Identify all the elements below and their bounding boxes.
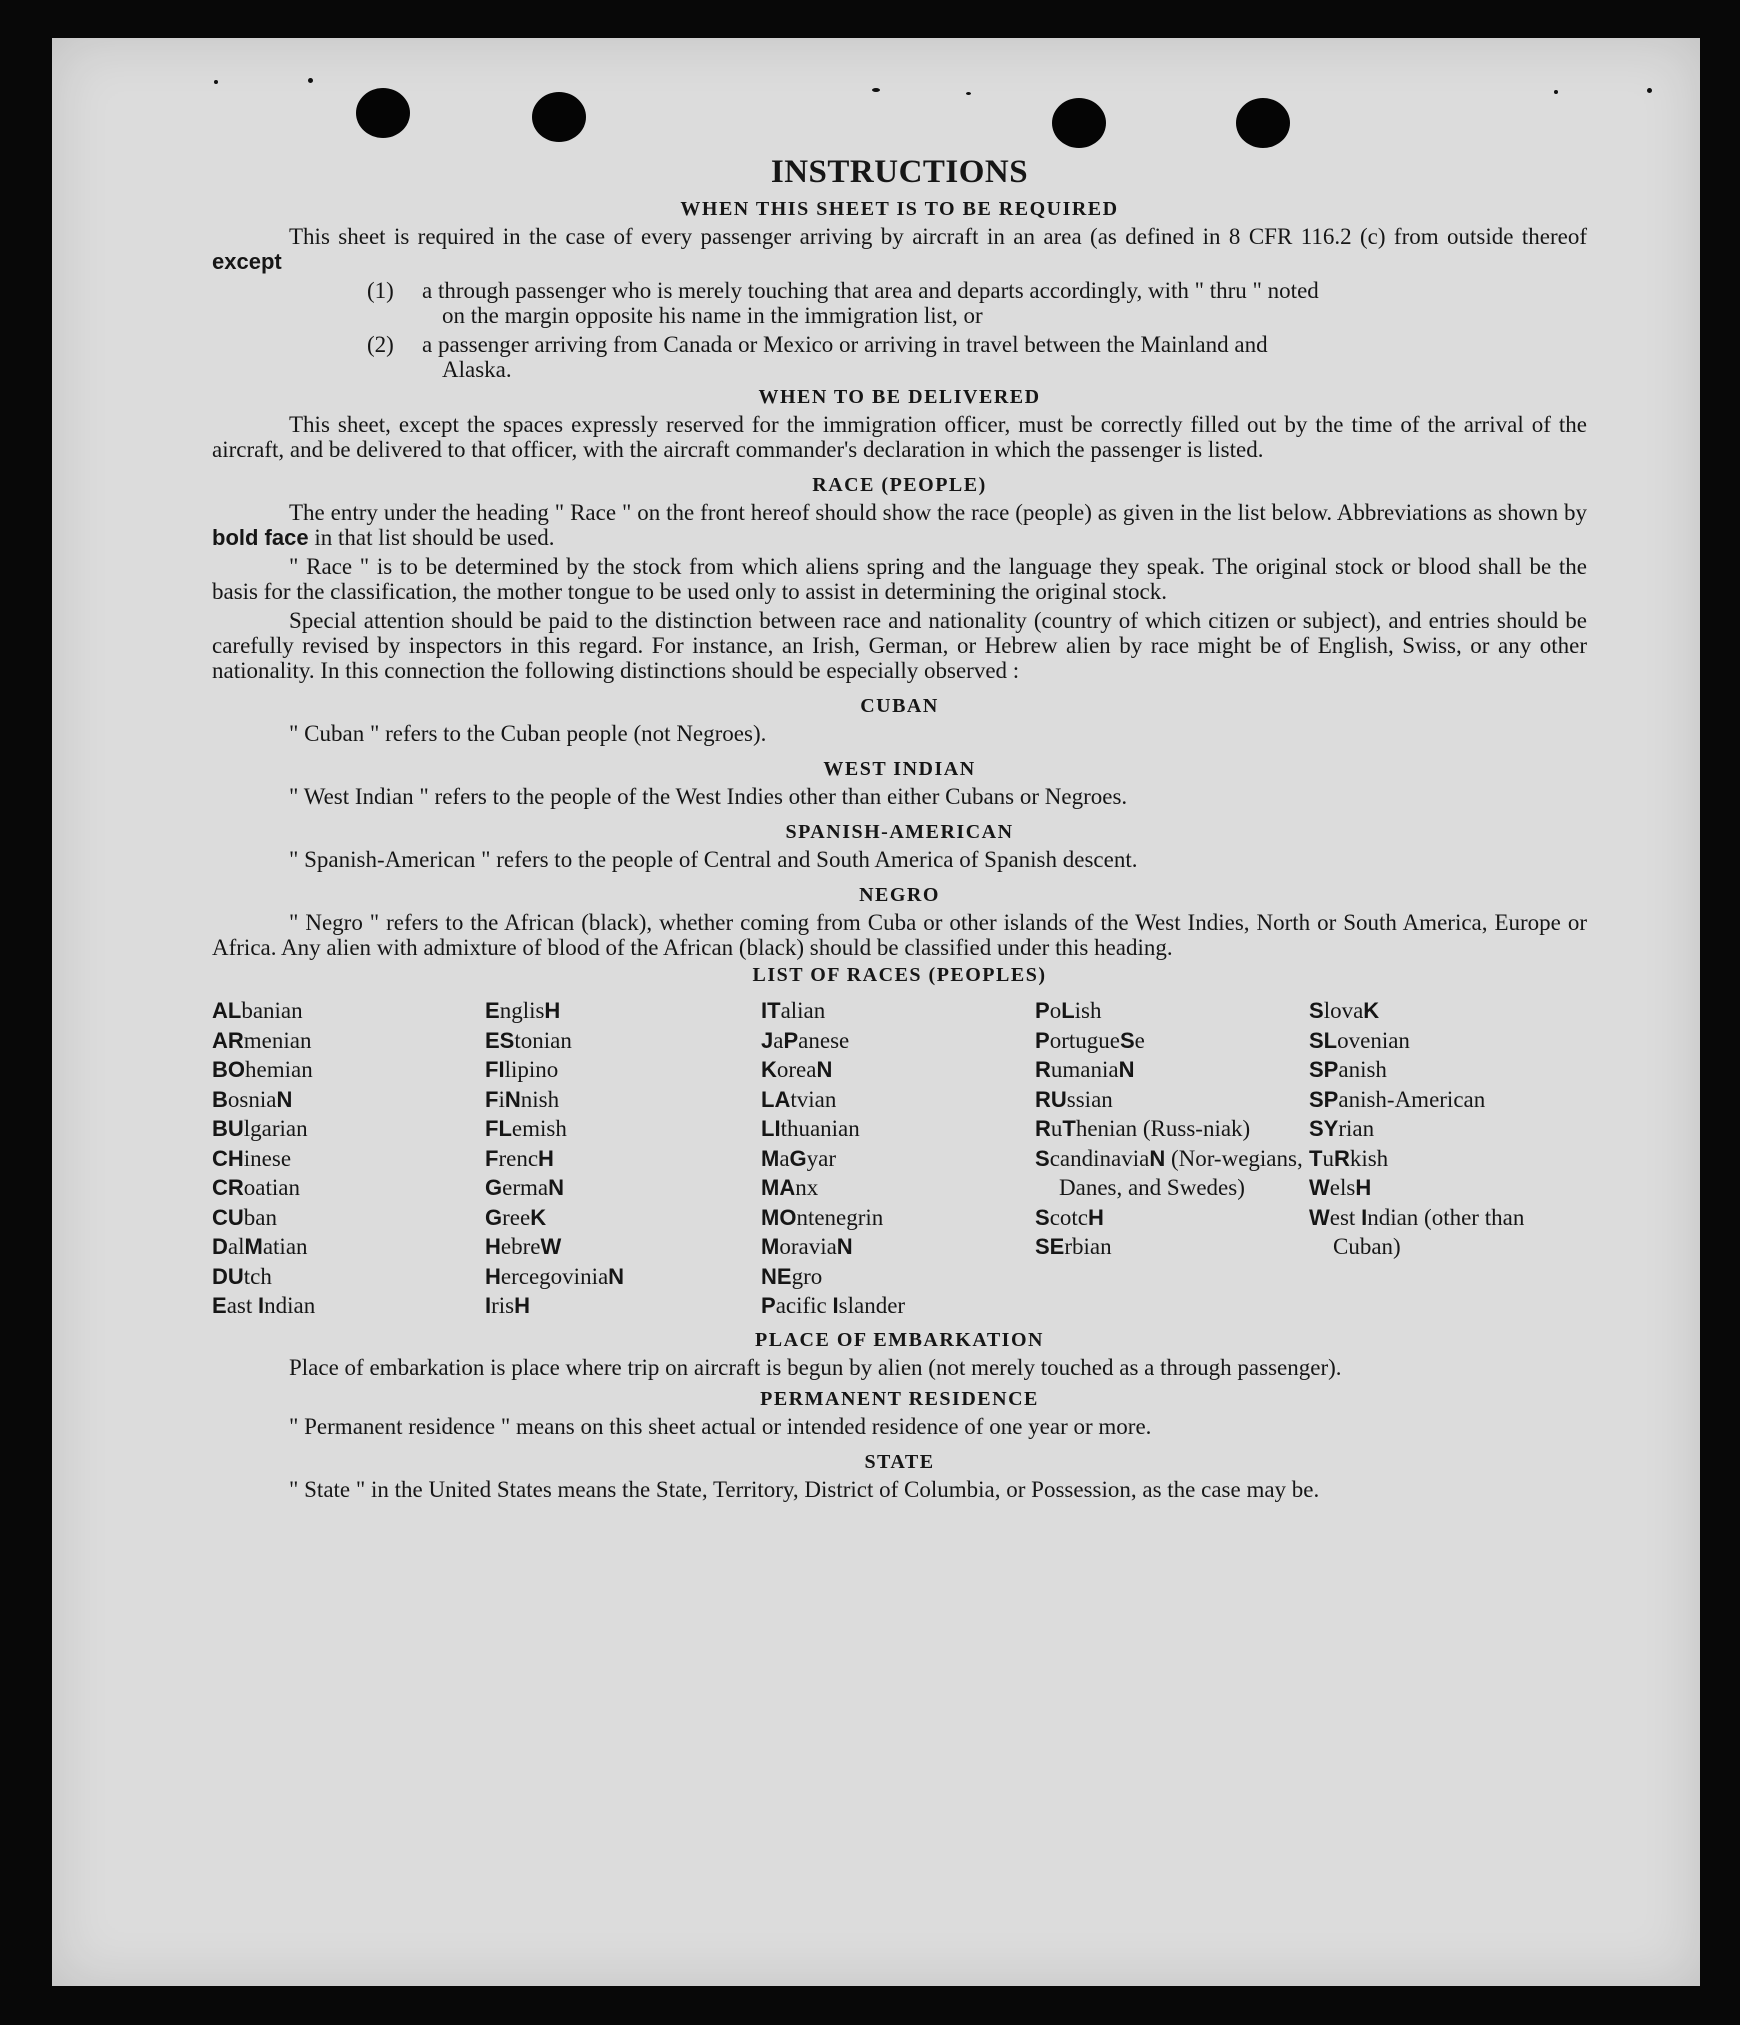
race-abbrev-bold: R: [1333, 1145, 1350, 1171]
punch-hole: [356, 88, 410, 138]
race-entry: [761, 1232, 1035, 1262]
race-abbrev-bold: I: [1361, 1204, 1368, 1230]
race-abbrev-bold: W: [1309, 1175, 1330, 1200]
race-name-text: ndian (other than Cuban): [1333, 1204, 1525, 1259]
race-name-text: thuanian: [780, 1116, 860, 1141]
race-abbrev-bold: I: [832, 1293, 839, 1318]
race-entry: [212, 1026, 485, 1056]
race-name-text: ssian: [1066, 1086, 1113, 1112]
race-entry: [212, 1085, 485, 1115]
race-name-text: rbian: [1064, 1234, 1112, 1259]
race-abbrev-bold: P: [761, 1293, 776, 1318]
race-name-text: u: [1050, 1116, 1063, 1141]
race-abbrev-bold: S: [1309, 998, 1324, 1023]
race-entry: [1309, 1173, 1587, 1203]
item-text: a passenger arriving from Canada or Mexico or arriving in travel between the Mainland and: [422, 332, 1268, 357]
race-entry: [761, 1085, 1035, 1115]
race-name-text: kish: [1349, 1145, 1389, 1171]
race-abbrev-bold: LA: [761, 1086, 791, 1112]
race-name-text: o: [1049, 998, 1062, 1023]
race-abbrev-bold: FL: [485, 1116, 512, 1141]
race-name-text: nish: [520, 1086, 560, 1112]
race-name-text: ris: [491, 1293, 515, 1318]
race-entry: [1035, 996, 1309, 1026]
race-abbrev-bold: T: [1309, 1145, 1323, 1171]
race-abbrev-bold: L: [1061, 998, 1075, 1023]
heading-when-required: WHEN THIS SHEET IS TO BE REQUIRED: [680, 198, 1119, 220]
race-entry: [212, 1232, 485, 1262]
item-text: a through passenger who is merely touching that area and departs accordingly, with " thru " noted: [422, 278, 1319, 303]
race-entry: [485, 1055, 761, 1085]
race-abbrev-bold: SE: [1035, 1234, 1065, 1259]
race-name-text: alian: [780, 998, 826, 1023]
punch-hole: [1052, 98, 1106, 148]
race-entry: [212, 996, 485, 1026]
cuban-text: " Cuban " refers to the Cuban people (not Negroes).: [289, 721, 767, 746]
exception-item-2: [367, 332, 1587, 382]
race-name-text: anish-American: [1338, 1086, 1486, 1112]
race-name-text: ndian: [264, 1293, 316, 1318]
race-entry: [1309, 1144, 1587, 1174]
race-name-text: lova: [1323, 998, 1364, 1023]
residence-text: " Permanent residence " means on this sheet actual or intended residence of one year or more.: [289, 1413, 1152, 1439]
race-abbrev-bold: D: [212, 1234, 228, 1259]
race-paragraph-1: [212, 500, 1587, 550]
embarkation-text: Place of embarkation is place where trip on aircraft is begun by alien (not merely touched as a through passenger).: [289, 1354, 1342, 1380]
page-title: INSTRUCTIONS: [770, 154, 1029, 190]
bold-face-label: bold face: [212, 525, 309, 550]
document-page: [52, 38, 1700, 1986]
race-abbrev-bold: AR: [212, 1027, 244, 1053]
race-entry: [485, 1173, 761, 1203]
race-entry: [1035, 1114, 1309, 1144]
speck: [872, 88, 880, 92]
race-abbrev-bold: M: [761, 1234, 780, 1259]
instructions-body: [212, 150, 1587, 1502]
race-abbrev-bold: K: [761, 1057, 777, 1082]
race-name-text: ercegovinia: [500, 1263, 609, 1289]
race-abbrev-bold: F: [485, 1145, 499, 1171]
race-abbrev-bold: MO: [761, 1204, 797, 1230]
race-p1-text-end: in that list should be used.: [314, 525, 555, 550]
race-abbrev-bold: SY: [1309, 1116, 1339, 1141]
race-name-text: oravia: [779, 1234, 837, 1259]
race-entry: [761, 1055, 1035, 1085]
heading-list-of-races: LIST OF RACES (PEOPLES): [752, 964, 1047, 986]
race-abbrev-bold: E: [212, 1293, 227, 1318]
race-abbrev-bold: N: [1149, 1145, 1166, 1171]
when-delivered-text: This sheet, except the spaces expressly reserved for the immigration officer, must be correctly filled out by the time of the arrival of the aircraft, and be delivered to that officer, with the aircraft commander's declaration in which the passenger is listed.: [212, 412, 1587, 462]
race-name-text: yar: [806, 1145, 837, 1171]
race-abbrev-bold: R: [1035, 1116, 1051, 1141]
except-bold: except: [212, 249, 282, 274]
race-entry: [1309, 1055, 1587, 1085]
race-abbrev-bold: S: [1119, 1027, 1135, 1053]
race-entry: [212, 1055, 485, 1085]
heading-spanish-american: SPANISH-AMERICAN: [785, 821, 1014, 843]
west-indian-text: " West Indian " refers to the people of the West Indies other than either Cubans or Negroes.: [289, 784, 1128, 809]
race-abbrev-bold: J: [761, 1027, 774, 1053]
race-name-text: erma: [502, 1175, 549, 1200]
race-name-text: anese: [798, 1027, 850, 1053]
speck: [966, 92, 971, 95]
heading-permanent-residence: PERMANENT RESIDENCE: [760, 1387, 1039, 1410]
race-name-text: tvian: [790, 1086, 837, 1112]
race-abbrev-bold: N: [1118, 1057, 1135, 1082]
state-text: " State " in the United States means the State, Territory, District of Columbia, or Possession, as the case may be.: [289, 1476, 1320, 1502]
race-name-text: ortugue: [1049, 1027, 1120, 1053]
race-name-text: cotc: [1049, 1204, 1088, 1230]
race-name-text: ebre: [500, 1234, 541, 1259]
race-name-text: henian (Russ-niak): [1075, 1116, 1251, 1141]
race-abbrev-bold: B: [212, 1086, 228, 1112]
race-name-text: lgarian: [243, 1116, 308, 1141]
race-name-text: a: [779, 1145, 790, 1171]
race-entry: [485, 1203, 761, 1233]
race-abbrev-bold: K: [1363, 998, 1380, 1023]
race-name-text: oatian: [243, 1175, 300, 1200]
race-name-text: menian: [243, 1027, 312, 1053]
race-name-text: hemian: [245, 1057, 313, 1082]
race-name-text: inese: [243, 1145, 292, 1171]
race-entry: [1035, 1026, 1309, 1056]
race-abbrev-bold: W: [540, 1234, 562, 1259]
race-entry: [761, 1291, 1035, 1321]
race-abbrev-bold: G: [789, 1145, 807, 1171]
race-name-text: rian: [1338, 1116, 1375, 1141]
race-name-text: atian: [262, 1234, 308, 1259]
item-text-cont: on the margin opposite his name in the immigration list, or: [442, 303, 983, 328]
race-entry: [1035, 1144, 1309, 1203]
race-name-text: emish: [511, 1116, 567, 1141]
race-abbrev-bold: CU: [212, 1204, 244, 1230]
race-entry: [485, 996, 761, 1026]
race-p1-text: The entry under the heading " Race " on the front hereof should show the race (people) as given in the list below. Abbreviations as shown by: [289, 500, 1587, 525]
race-abbrev-bold: S: [1035, 1145, 1050, 1171]
race-name-text: nx: [795, 1175, 819, 1200]
races-column: [1309, 996, 1587, 1321]
race-entry: [761, 1203, 1035, 1233]
race-abbrev-bold: H: [1355, 1175, 1372, 1200]
race-entry: [1309, 1026, 1587, 1056]
race-abbrev-bold: SP: [1309, 1086, 1339, 1112]
when-required-intro: [212, 224, 1587, 274]
race-abbrev-bold: H: [514, 1293, 531, 1318]
race-abbrev-bold: E: [485, 998, 500, 1023]
race-name-text: gro: [791, 1263, 823, 1289]
race-entry: [212, 1144, 485, 1174]
speck: [1554, 90, 1558, 94]
race-name-text: ovenian: [1337, 1027, 1410, 1053]
race-abbrev-bold: P: [1035, 1027, 1050, 1053]
race-abbrev-bold: N: [504, 1086, 521, 1112]
race-entry: [485, 1144, 761, 1174]
heading-race: RACE (PEOPLE): [812, 474, 987, 496]
race-name-text: orea: [776, 1057, 817, 1082]
race-abbrev-bold: N: [548, 1175, 564, 1200]
heading-state: STATE: [864, 1450, 935, 1473]
races-list: [212, 996, 1587, 1321]
item-number: (2): [367, 332, 394, 357]
race-entry: [485, 1114, 761, 1144]
race-name-text: els: [1329, 1175, 1356, 1200]
race-name-text: est: [1329, 1204, 1362, 1230]
races-column: [485, 996, 761, 1321]
punch-hole: [1236, 98, 1290, 148]
race-abbrev-bold: R: [1035, 1057, 1051, 1082]
race-abbrev-bold: RU: [1035, 1086, 1067, 1112]
race-name-text: slander: [838, 1293, 906, 1318]
race-name-text: ntenegrin: [796, 1204, 884, 1230]
race-abbrev-bold: SP: [1309, 1057, 1339, 1082]
race-name-text: candinavia: [1049, 1145, 1150, 1171]
race-abbrev-bold: N: [836, 1234, 853, 1259]
race-name-text: a: [773, 1027, 784, 1053]
race-abbrev-bold: S: [1035, 1204, 1050, 1230]
speck: [1647, 88, 1652, 93]
race-abbrev-bold: ES: [485, 1027, 515, 1053]
race-abbrev-bold: G: [485, 1204, 503, 1230]
race-abbrev-bold: AL: [212, 998, 242, 1023]
race-paragraph-2: " Race " is to be determined by the stock from which aliens spring and the language they speak. The original stock or blood shall be the basis for the classification, the mother tongue to be used only to assist in determining the original stock.: [212, 554, 1587, 604]
race-abbrev-bold: I: [485, 1293, 492, 1318]
race-entry: [212, 1114, 485, 1144]
race-abbrev-bold: T: [1062, 1116, 1076, 1141]
race-abbrev-bold: IT: [761, 998, 781, 1023]
race-name-text: lipino: [504, 1057, 559, 1082]
races-column: [761, 996, 1035, 1321]
punch-hole: [532, 92, 586, 142]
race-entry: [761, 1173, 1035, 1203]
race-abbrev-bold: G: [485, 1175, 503, 1200]
race-abbrev-bold: H: [1088, 1204, 1104, 1230]
race-entry: [485, 1026, 761, 1056]
race-name-text: ree: [502, 1204, 531, 1230]
race-entry: [485, 1262, 761, 1292]
race-entry: [761, 1114, 1035, 1144]
race-name-text: tonian: [514, 1027, 572, 1053]
intro-text: This sheet is required in the case of every passenger arriving by aircraft in an area (as defined in 8 CFR 116.2 (c) from outside thereof: [289, 224, 1587, 249]
race-abbrev-bold: BO: [212, 1057, 245, 1082]
race-entry: [212, 1262, 485, 1292]
race-abbrev-bold: DU: [212, 1263, 244, 1289]
race-abbrev-bold: W: [1309, 1204, 1330, 1230]
race-abbrev-bold: N: [608, 1263, 625, 1289]
race-name-text: nglis: [499, 998, 545, 1023]
race-abbrev-bold: H: [485, 1263, 501, 1289]
race-name-text: renc: [498, 1145, 539, 1171]
race-abbrev-bold: CR: [212, 1175, 244, 1200]
race-abbrev-bold: F: [485, 1086, 499, 1112]
race-entry: [1035, 1232, 1309, 1262]
race-abbrev-bold: H: [544, 998, 561, 1023]
heading-negro: NEGRO: [859, 884, 940, 906]
race-entry: [761, 1262, 1035, 1292]
item-number: (1): [367, 278, 394, 303]
speck: [308, 78, 313, 83]
race-entry: [761, 996, 1035, 1026]
heading-cuban: CUBAN: [860, 695, 939, 717]
race-name-text: anish: [1338, 1057, 1387, 1082]
race-entry: [212, 1203, 485, 1233]
race-entry: [1309, 996, 1587, 1026]
race-entry: [212, 1173, 485, 1203]
race-abbrev-bold: K: [530, 1204, 547, 1230]
races-column: [212, 996, 485, 1321]
race-name-text: ban: [243, 1204, 277, 1230]
race-abbrev-bold: I: [258, 1293, 265, 1318]
race-name-text: acific: [775, 1293, 833, 1318]
races-column: [1035, 996, 1309, 1321]
spanish-american-text: " Spanish-American " refers to the people of Central and South America of Spanish descent.: [289, 847, 1138, 872]
exception-item-1: [367, 278, 1587, 328]
race-entry: [485, 1232, 761, 1262]
race-abbrev-bold: MA: [761, 1175, 796, 1200]
race-entry: [1309, 1203, 1587, 1262]
race-entry: [1309, 1085, 1587, 1115]
race-name-text: osnia: [227, 1086, 277, 1112]
race-entry: [761, 1026, 1035, 1056]
race-abbrev-bold: BU: [212, 1116, 244, 1141]
race-entry: [761, 1144, 1035, 1174]
race-abbrev-bold: N: [816, 1057, 833, 1082]
race-name-text: tch: [243, 1263, 272, 1289]
race-entry: [212, 1291, 485, 1321]
race-name-text: e: [1134, 1027, 1145, 1053]
race-name-text: banian: [241, 998, 303, 1023]
race-abbrev-bold: CH: [212, 1145, 244, 1171]
race-entry: [1035, 1055, 1309, 1085]
race-name-text: ast: [226, 1293, 258, 1318]
race-entry: [485, 1291, 761, 1321]
race-name-text: ish: [1074, 998, 1102, 1023]
race-name-text: i: [498, 1086, 505, 1112]
race-abbrev-bold: M: [244, 1234, 263, 1259]
race-entry: [1035, 1085, 1309, 1115]
race-paragraph-3: Special attention should be paid to the distinction between race and nationality (country of which citizen or subject), and entries should be carefully revised by inspectors in this regard. For instance, an Irish, German, or Hebrew alien by race might be of English, Swiss, or any other nationality. In this connection the following distinctions should be especially observed :: [212, 608, 1587, 683]
race-abbrev-bold: SL: [1309, 1027, 1338, 1053]
speck: [214, 80, 218, 84]
race-name-text: umania: [1050, 1057, 1119, 1082]
race-entry: [1309, 1114, 1587, 1144]
race-abbrev-bold: N: [276, 1086, 293, 1112]
race-abbrev-bold: LI: [761, 1116, 781, 1141]
race-abbrev-bold: NE: [761, 1263, 792, 1289]
race-abbrev-bold: P: [783, 1027, 799, 1053]
race-entry: [485, 1085, 761, 1115]
race-name-text: (Nor-wegians, Danes, and Swedes): [1059, 1145, 1303, 1200]
negro-text: " Negro " refers to the African (black), whether coming from Cuba or other islands of the West Indies, North or South America, Europe or Africa. Any alien with admixture of blood of the African (black) should be classified under this heading.: [212, 910, 1587, 960]
race-abbrev-bold: H: [538, 1145, 554, 1171]
item-text-cont: Alaska.: [442, 357, 512, 382]
heading-when-delivered: WHEN TO BE DELIVERED: [758, 386, 1041, 408]
race-name-text: al: [227, 1234, 245, 1259]
race-abbrev-bold: FI: [485, 1057, 505, 1082]
race-abbrev-bold: P: [1035, 998, 1050, 1023]
race-abbrev-bold: M: [761, 1145, 780, 1171]
race-name-text: u: [1322, 1145, 1334, 1171]
heading-west-indian: WEST INDIAN: [823, 758, 976, 780]
heading-embarkation: PLACE OF EMBARKATION: [755, 1328, 1044, 1351]
race-abbrev-bold: H: [485, 1234, 501, 1259]
race-entry: [1035, 1203, 1309, 1233]
